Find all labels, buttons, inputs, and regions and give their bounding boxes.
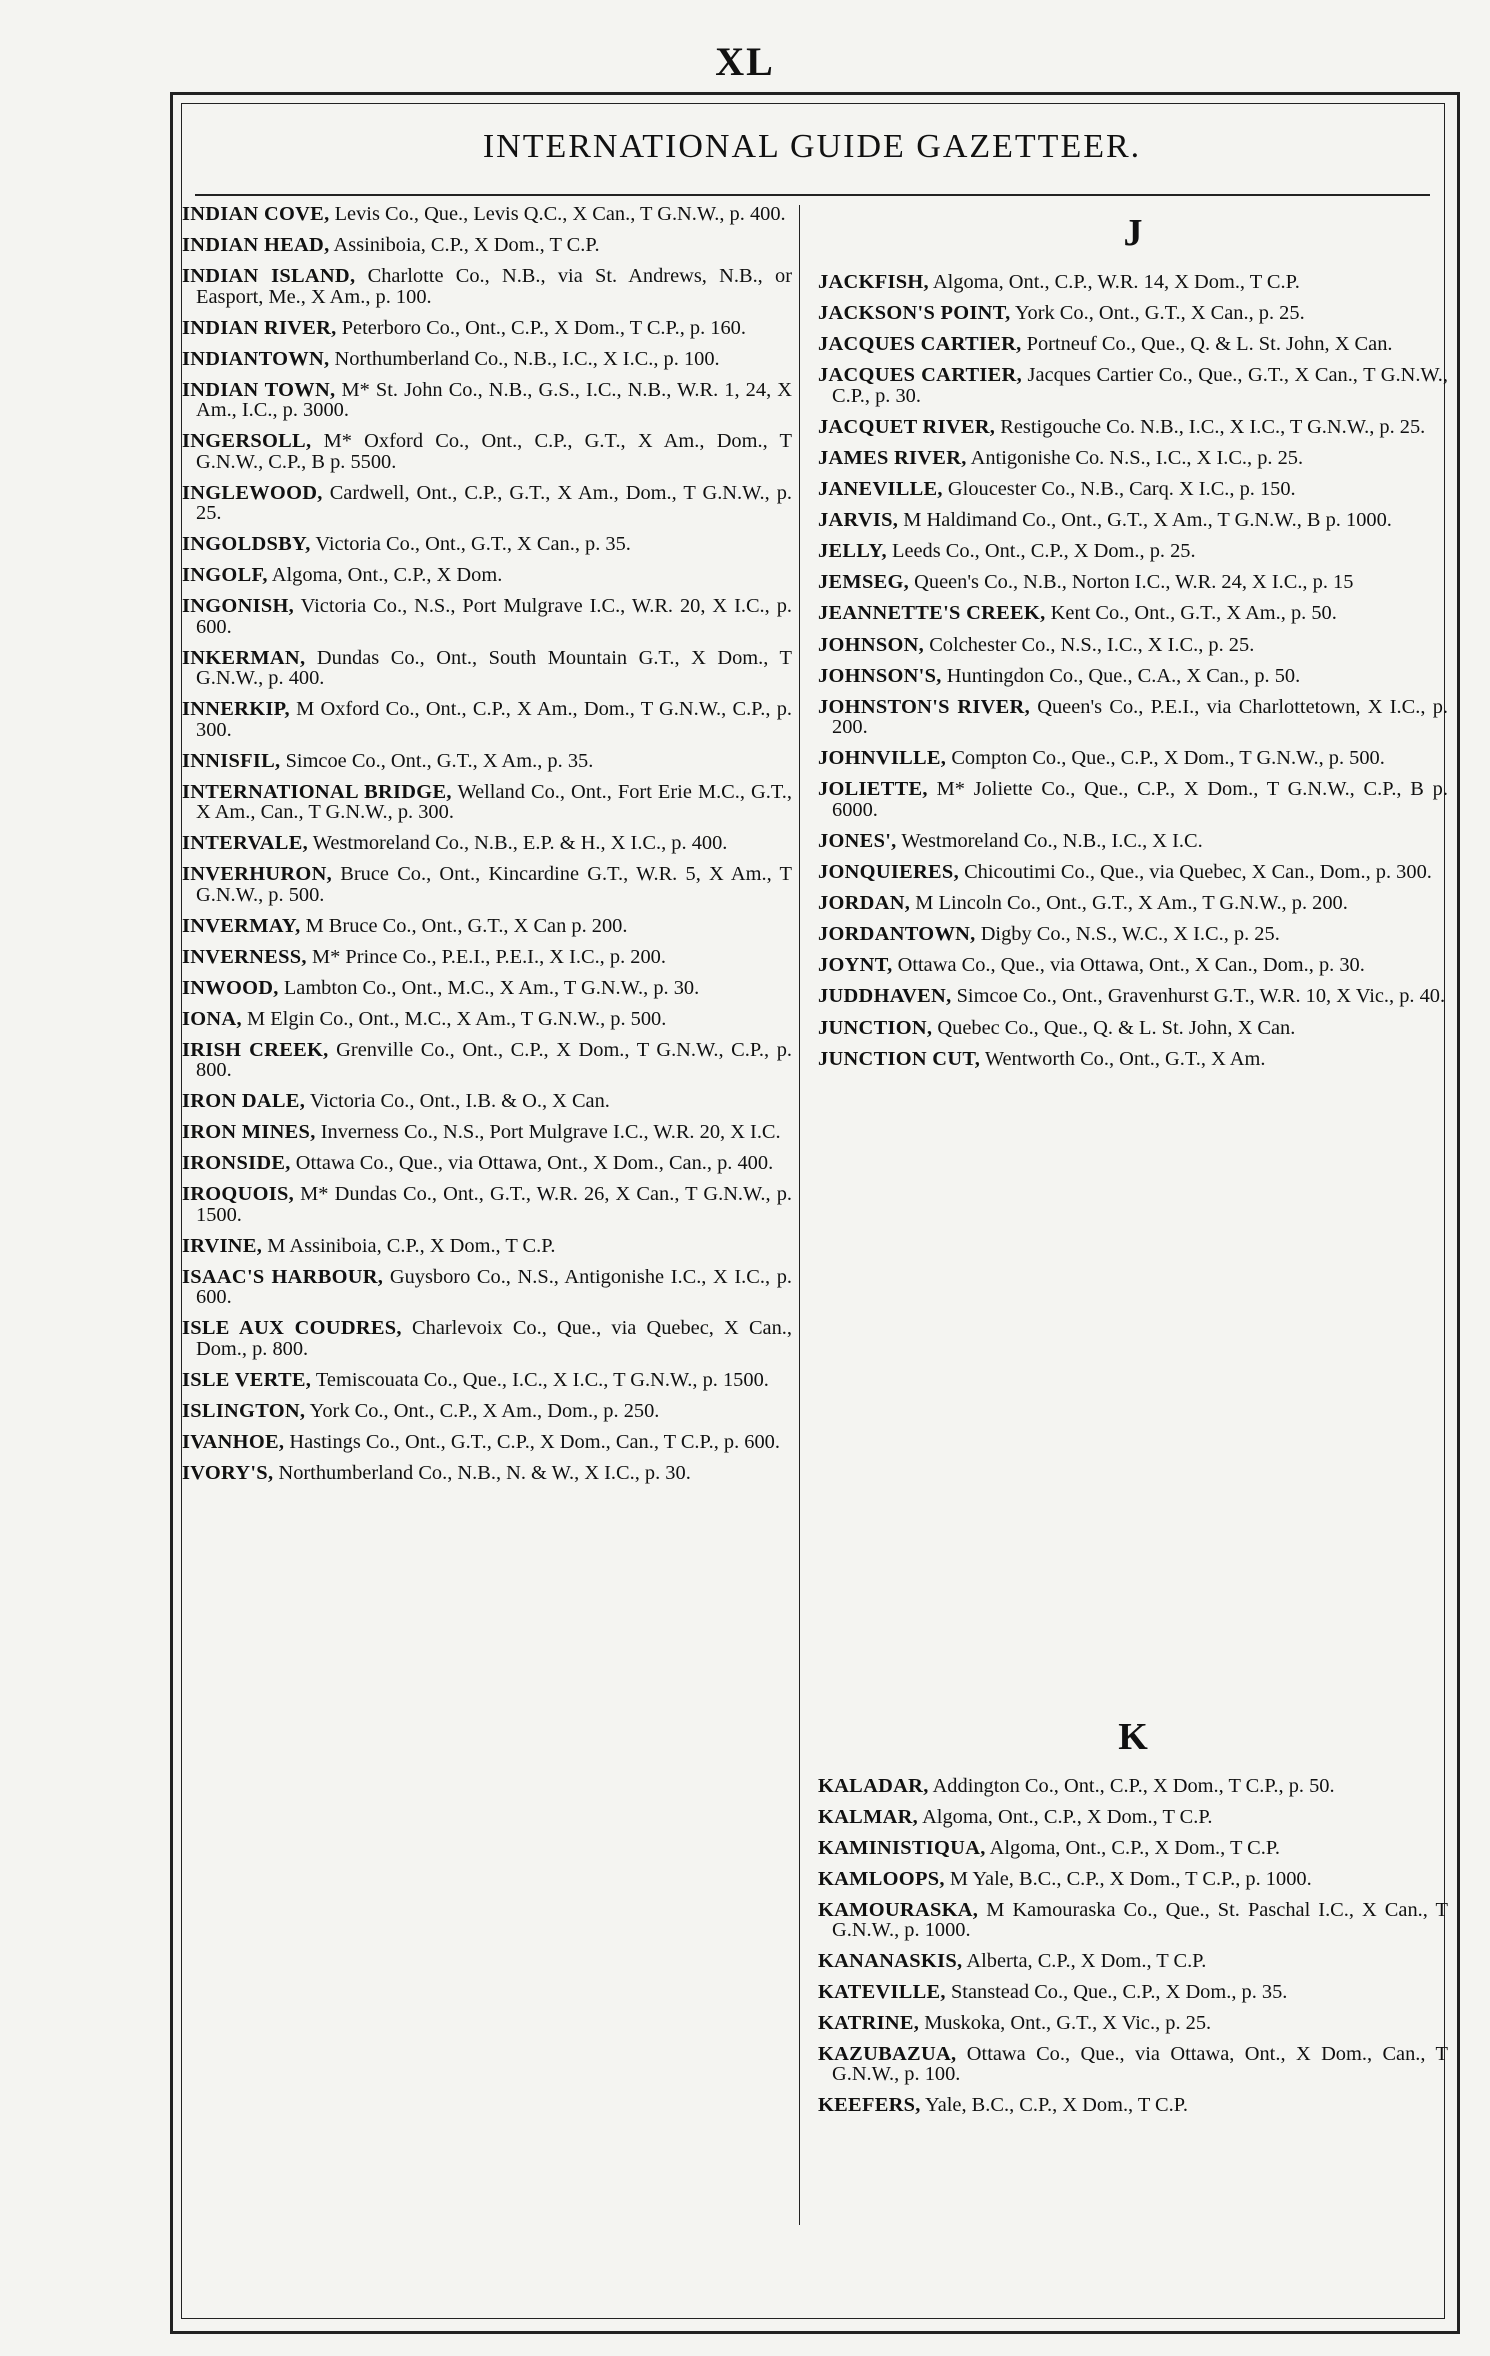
entry-place-name: JARVIS, <box>818 509 899 532</box>
gazetteer-entry <box>182 349 792 370</box>
gazetteer-entry <box>818 1838 1448 1859</box>
column-divider <box>799 205 800 2225</box>
entry-place-name: IRONSIDE, <box>182 1152 291 1174</box>
entry-place-name: JONES', <box>818 830 897 852</box>
gazetteer-entry <box>818 365 1448 406</box>
entry-place-name: INDIAN HEAD, <box>182 234 330 256</box>
gazetteer-entry <box>818 2013 1448 2034</box>
entry-description: M Oxford Co., Ont., C.P., X Am., Dom., T G.N.W., C.P., p. 300. <box>196 698 792 741</box>
gazetteer-entry <box>182 1153 792 1174</box>
entry-description: Grenville Co., Ont., C.P., X Dom., T G.N.W., C.P., p. 800. <box>196 1038 792 1081</box>
entry-place-name: INDIANTOWN, <box>182 347 330 370</box>
entry-description: Compton Co., Que., C.P., X Dom., T G.N.W., p. 500. <box>951 747 1385 770</box>
entry-description: M Lincoln Co., Ont., G.T., X Am., T G.N.W., p. 200. <box>915 892 1348 915</box>
entry-place-name: INKERMAN, <box>182 646 306 669</box>
entry-place-name: IONA, <box>182 1007 242 1030</box>
entry-description: M Kamouraska Co., Que., St. Paschal I.C., X Can., T G.N.W., p. 1000. <box>832 1898 1448 1942</box>
entry-place-name: INWOOD, <box>182 976 279 999</box>
entry-place-name: JACQUET RIVER, <box>818 415 996 438</box>
gazetteer-entry <box>182 916 792 937</box>
section-j-entries <box>818 272 1448 1069</box>
entry-place-name: INDIAN RIVER, <box>182 316 337 339</box>
entry-description: Yale, B.C., C.P., X Dom., T C.P. <box>925 2094 1188 2117</box>
entry-place-name: JUNCTION CUT, <box>818 1047 981 1070</box>
entry-place-name: KAZUBAZUA, <box>818 2042 957 2065</box>
entry-place-name: INDIAN TOWN, <box>182 378 336 401</box>
entry-place-name: JOHNSTON'S RIVER, <box>818 695 1030 718</box>
entry-description: Charlotte Co., N.B., via St. Andrews, N.B., or Easport, Me., X Am., p. 100. <box>196 265 792 308</box>
entry-description: Dundas Co., Ont., South Mountain G.T., X Dom., T G.N.W., p. 400. <box>196 646 793 689</box>
entry-description: Queen's Co., N.B., Norton I.C., W.R. 24, X I.C., p. 15 <box>914 571 1354 594</box>
entry-place-name: INVERNESS, <box>182 945 307 968</box>
entry-place-name: JACQUES CARTIER, <box>818 333 1022 356</box>
entry-description: Levis Co., Que., Levis Q.C., X Can., T G.N.W., p. 400. <box>334 203 786 225</box>
gazetteer-entry <box>818 541 1448 562</box>
entry-description: Charlevoix Co., Que., via Quebec, X Can., Dom., p. 800. <box>196 1317 793 1360</box>
gazetteer-entry <box>182 1122 792 1143</box>
gazetteer-entry <box>182 1318 792 1359</box>
gazetteer-entry <box>182 947 792 968</box>
gazetteer-entry <box>182 1432 792 1453</box>
entry-description: Queen's Co., P.E.I., via Charlottetown, X I.C., p. 200. <box>832 695 1448 739</box>
entry-description: Northumberland Co., N.B., N. & W., X I.C., p. 30. <box>278 1461 691 1484</box>
entry-description: M* St. John Co., N.B., G.S., I.C., N.B., W.R. 1, 24, X Am., I.C., p. 3000. <box>196 378 792 421</box>
entry-description: Northumberland Co., N.B., I.C., X I.C., p. 100. <box>334 347 720 370</box>
entry-description: Digby Co., N.S., W.C., X I.C., p. 25. <box>980 923 1280 946</box>
entry-place-name: INTERNATIONAL BRIDGE, <box>182 780 452 803</box>
entry-place-name: ISAAC'S HARBOUR, <box>182 1265 384 1288</box>
entry-description: Assiniboia, C.P., X Dom., T C.P. <box>333 234 600 256</box>
gazetteer-entry <box>818 1951 1448 1972</box>
entry-place-name: KEEFERS, <box>818 2094 921 2117</box>
entry-description: M* Joliette Co., Que., C.P., X Dom., T G.N.W., C.P., B p. 6000. <box>832 778 1448 821</box>
section-j <box>818 208 1448 1080</box>
entry-place-name: JOHNSON'S, <box>818 664 942 687</box>
gazetteer-entry <box>182 1091 792 1112</box>
entry-place-name: KALADAR, <box>818 1775 929 1797</box>
gazetteer-entry <box>818 955 1448 976</box>
gazetteer-entry <box>182 266 792 307</box>
gazetteer-entry <box>818 417 1448 438</box>
gazetteer-entry <box>182 1236 792 1257</box>
entry-place-name: INGOLF, <box>182 564 268 586</box>
gazetteer-entry <box>182 380 792 421</box>
section-k <box>818 1712 1448 2126</box>
entry-description: Victoria Co., Ont., G.T., X Can., p. 35. <box>315 533 631 555</box>
entry-place-name: KAMLOOPS, <box>818 1867 945 1890</box>
entry-description: York Co., Ont., G.T., X Can., p. 25. <box>1014 302 1305 325</box>
entry-description: Algoma, Ont., C.P., X Dom., T C.P. <box>922 1805 1213 1828</box>
gazetteer-entry <box>182 978 792 999</box>
entry-place-name: INNERKIP, <box>182 698 290 720</box>
entry-place-name: IRISH CREEK, <box>182 1038 329 1061</box>
entry-place-name: JANEVILLE, <box>818 478 943 501</box>
entry-description: Algoma, Ont., C.P., W.R. 14, X Dom., T C.P. <box>932 271 1300 293</box>
entry-place-name: IRON MINES, <box>182 1121 316 1143</box>
gazetteer-entry <box>818 1869 1448 1890</box>
page-title: INTERNATIONAL GUIDE GAZETTEER. <box>482 128 1142 165</box>
page-number: XL <box>715 39 775 84</box>
entry-place-name: JORDAN, <box>818 892 911 915</box>
entry-place-name: KAMOURASKA, <box>818 1898 979 1921</box>
left-column <box>182 204 792 1494</box>
entry-place-name: JOLIETTE, <box>818 778 928 801</box>
gazetteer-entry <box>818 510 1448 531</box>
entry-description: Guysboro Co., N.S., Antigonishe I.C., X I.C., p. 600. <box>196 1265 792 1308</box>
entry-place-name: IVORY'S, <box>182 1461 274 1484</box>
gazetteer-entry <box>182 751 792 772</box>
entry-place-name: INVERHURON, <box>182 863 333 885</box>
entry-place-name: JOHNSON, <box>818 633 925 656</box>
entry-description: Alberta, C.P., X Dom., T C.P. <box>966 1949 1207 1972</box>
gazetteer-entry <box>182 1401 792 1422</box>
entry-description: Welland Co., Ont., Fort Erie M.C., G.T., X Am., Can., T G.N.W., p. 300. <box>196 780 792 823</box>
gazetteer-entry <box>182 648 792 689</box>
entry-place-name: INGONISH, <box>182 595 295 617</box>
gazetteer-entry <box>818 862 1448 883</box>
gazetteer-entry <box>818 2044 1448 2085</box>
entry-description: M* Prince Co., P.E.I., P.E.I., X I.C., p. 200. <box>311 945 666 968</box>
gazetteer-entry <box>818 986 1448 1007</box>
entry-place-name: IROQUOIS, <box>182 1183 295 1205</box>
gazetteer-entry <box>182 235 792 256</box>
entry-description: Antigonishe Co. N.S., I.C., X I.C., p. 25. <box>970 446 1304 469</box>
entry-place-name: INGLEWOOD, <box>182 481 323 504</box>
entry-place-name: KALMAR, <box>818 1805 919 1828</box>
entry-description: M* Dundas Co., Ont., G.T., W.R. 26, X Can., T G.N.W., p. 1500. <box>196 1183 792 1226</box>
entry-description: Restigouche Co. N.B., I.C., X I.C., T G.N.W., p. 25. <box>1000 415 1426 438</box>
gazetteer-entry <box>818 603 1448 624</box>
entry-description: Leeds Co., Ont., C.P., X Dom., p. 25. <box>891 540 1196 563</box>
gazetteer-entry <box>818 479 1448 500</box>
gazetteer-entry <box>182 204 792 225</box>
entry-description: Chicoutimi Co., Que., via Quebec, X Can., Dom., p. 300. <box>964 861 1432 884</box>
gazetteer-entry <box>182 1184 792 1225</box>
entry-place-name: JORDANTOWN, <box>818 923 976 946</box>
entry-description: Algoma, Ont., C.P., X Dom. <box>271 564 503 586</box>
entry-place-name: JUDDHAVEN, <box>818 985 952 1008</box>
gazetteer-entry <box>818 2095 1448 2116</box>
entry-place-name: IRVINE, <box>182 1234 263 1257</box>
gazetteer-entry <box>182 864 792 905</box>
gazetteer-entry <box>182 699 792 740</box>
gazetteer-entry <box>818 1982 1448 2003</box>
entry-description: Colchester Co., N.S., I.C., X I.C., p. 25. <box>929 633 1255 656</box>
gazetteer-entry <box>182 534 792 555</box>
entry-description: Cardwell, Ont., C.P., G.T., X Am., Dom., T G.N.W., p. 25. <box>196 481 792 524</box>
entry-place-name: INGERSOLL, <box>182 430 312 452</box>
entry-description: M* Oxford Co., Ont., C.P., G.T., X Am., Dom., T G.N.W., C.P., B p. 5500. <box>196 430 792 473</box>
entry-place-name: JACQUES CARTIER, <box>818 364 1022 387</box>
entry-place-name: KATEVILLE, <box>818 1980 946 2003</box>
entry-description: Quebec Co., Que., Q. & L. St. John, X Can. <box>937 1016 1296 1039</box>
entry-description: M Bruce Co., Ont., G.T., X Can p. 200. <box>305 914 628 937</box>
entry-place-name: INVERMAY, <box>182 914 301 937</box>
entry-description: Ottawa Co., Que., via Ottawa, Ont., X Dom., Can., p. 400. <box>295 1152 774 1174</box>
entry-description: Wentworth Co., Ont., G.T., X Am. <box>984 1047 1266 1070</box>
entry-description: Peterboro Co., Ont., C.P., X Dom., T C.P., p. 160. <box>341 316 746 339</box>
entry-description: Ottawa Co., Que., via Ottawa, Ont., X Dom., Can., T G.N.W., p. 100. <box>832 2042 1448 2086</box>
entry-place-name: INTERVALE, <box>182 832 308 854</box>
entry-place-name: JACKSON'S POINT, <box>818 302 1011 325</box>
gazetteer-entry <box>182 1463 792 1484</box>
entry-place-name: JAMES RIVER, <box>818 446 967 469</box>
entry-description: Westmoreland Co., N.B., E.P. & H., X I.C., p. 400. <box>312 832 728 854</box>
gazetteer-entry <box>182 782 792 823</box>
entry-description: Westmoreland Co., N.B., I.C., X I.C. <box>901 830 1203 852</box>
entry-description: Lambton Co., Ont., M.C., X Am., T G.N.W., p. 30. <box>283 976 700 999</box>
gazetteer-entry <box>818 272 1448 293</box>
entry-place-name: INDIAN COVE, <box>182 203 330 225</box>
entry-place-name: JACKFISH, <box>818 271 929 293</box>
entry-description: M Assiniboia, C.P., X Dom., T C.P. <box>267 1234 556 1257</box>
entry-description: Inverness Co., N.S., Port Mulgrave I.C., W.R. 20, X I.C. <box>320 1121 781 1143</box>
entry-place-name: ISLINGTON, <box>182 1399 306 1422</box>
gazetteer-entry <box>182 431 792 472</box>
entry-place-name: ISLE AUX COUDRES, <box>182 1317 402 1339</box>
entry-place-name: JONQUIERES, <box>818 861 959 884</box>
entry-description: Kent Co., Ont., G.T., X Am., p. 50. <box>1050 602 1337 625</box>
entry-place-name: KATRINE, <box>818 2011 920 2034</box>
entry-description: Portneuf Co., Que., Q. & L. St. John, X Can. <box>1026 333 1393 356</box>
entry-description: Temiscouata Co., Que., I.C., X I.C., T G.N.W., p. 1500. <box>315 1368 769 1391</box>
section-k-entries <box>818 1776 1448 2116</box>
entry-place-name: JOHNVILLE, <box>818 747 947 770</box>
section-heading-j: J <box>1123 212 1143 254</box>
gazetteer-entry <box>182 1370 792 1391</box>
entry-place-name: INGOLDSBY, <box>182 533 311 555</box>
entry-description: Bruce Co., Ont., Kincardine G.T., W.R. 5, X Am., T G.N.W., p. 500. <box>196 863 792 906</box>
gazetteer-entry <box>818 666 1448 687</box>
entry-place-name: JUNCTION, <box>818 1016 933 1039</box>
gazetteer-entry <box>182 833 792 854</box>
gazetteer-entry <box>818 1776 1448 1797</box>
entry-description: M Haldimand Co., Ont., G.T., X Am., T G.N.W., B p. 1000. <box>903 509 1392 532</box>
gazetteer-entry <box>182 318 792 339</box>
gazetteer-entry <box>818 635 1448 656</box>
entry-description: Jacques Cartier Co., Que., G.T., X Can., T G.N.W., C.P., p. 30. <box>832 364 1448 407</box>
gazetteer-entry <box>182 483 792 524</box>
entry-description: Gloucester Co., N.B., Carq. X I.C., p. 150. <box>947 478 1296 501</box>
entry-place-name: JELLY, <box>818 540 887 563</box>
gazetteer-entry <box>818 831 1448 852</box>
entry-description: Hastings Co., Ont., G.T., C.P., X Dom., Can., T C.P., p. 600. <box>289 1430 780 1453</box>
gazetteer-entry <box>182 1040 792 1081</box>
gazetteer-entry <box>818 697 1448 738</box>
gazetteer-entry <box>818 924 1448 945</box>
gazetteer-entry <box>182 1267 792 1308</box>
entry-description: Huntingdon Co., Que., C.A., X Can., p. 50. <box>946 664 1301 687</box>
entry-place-name: JOYNT, <box>818 954 893 977</box>
entry-place-name: INNISFIL, <box>182 749 281 772</box>
section-heading-k: K <box>1118 1716 1148 1758</box>
gazetteer-entry <box>818 448 1448 469</box>
gazetteer-entry <box>818 1018 1448 1039</box>
entry-place-name: KANANASKIS, <box>818 1949 963 1972</box>
entry-place-name: JEMSEG, <box>818 571 910 594</box>
gazetteer-entry <box>818 572 1448 593</box>
gazetteer-entry <box>818 303 1448 324</box>
entry-place-name: IRON DALE, <box>182 1090 306 1112</box>
entry-description: Simcoe Co., Ont., G.T., X Am., p. 35. <box>285 749 594 772</box>
gazetteer-entry <box>182 596 792 637</box>
entry-description: Victoria Co., N.S., Port Mulgrave I.C., W.R. 20, X I.C., p. 600. <box>196 595 792 638</box>
gazetteer-entry <box>818 779 1448 820</box>
gazetteer-entry <box>818 893 1448 914</box>
entry-place-name: ISLE VERTE, <box>182 1368 312 1391</box>
entry-description: M Yale, B.C., C.P., X Dom., T C.P., p. 1000. <box>949 1867 1312 1890</box>
gazetteer-entry <box>818 1049 1448 1070</box>
entry-description: Simcoe Co., Ont., Gravenhurst G.T., W.R. 10, X Vic., p. 40. <box>956 985 1446 1008</box>
gazetteer-entry <box>182 1009 792 1030</box>
entry-description: Algoma, Ont., C.P., X Dom., T C.P. <box>989 1836 1281 1859</box>
gazetteer-entry <box>818 1900 1448 1941</box>
entry-description: York Co., Ont., C.P., X Am., Dom., p. 250. <box>309 1399 660 1422</box>
entry-place-name: IVANHOE, <box>182 1430 285 1453</box>
entry-place-name: INDIAN ISLAND, <box>182 265 356 287</box>
entry-description: Victoria Co., Ont., I.B. & O., X Can. <box>309 1090 610 1112</box>
entry-description: Muskoka, Ont., G.T., X Vic., p. 25. <box>924 2011 1212 2034</box>
entry-description: Stanstead Co., Que., C.P., X Dom., p. 35. <box>950 1980 1288 2003</box>
gazetteer-entry <box>818 748 1448 769</box>
entry-description: Addington Co., Ont., C.P., X Dom., T C.P., p. 50. <box>932 1775 1335 1797</box>
title-rule <box>195 194 1430 196</box>
entry-place-name: KAMINISTIQUA, <box>818 1836 986 1859</box>
entry-description: M Elgin Co., Ont., M.C., X Am., T G.N.W., p. 500. <box>246 1007 667 1030</box>
entry-description: Ottawa Co., Que., via Ottawa, Ont., X Can., Dom., p. 30. <box>897 954 1365 977</box>
gazetteer-entry <box>182 565 792 586</box>
gazetteer-entry <box>818 1807 1448 1828</box>
entry-place-name: JEANNETTE'S CREEK, <box>818 602 1046 625</box>
gazetteer-entry <box>818 334 1448 355</box>
